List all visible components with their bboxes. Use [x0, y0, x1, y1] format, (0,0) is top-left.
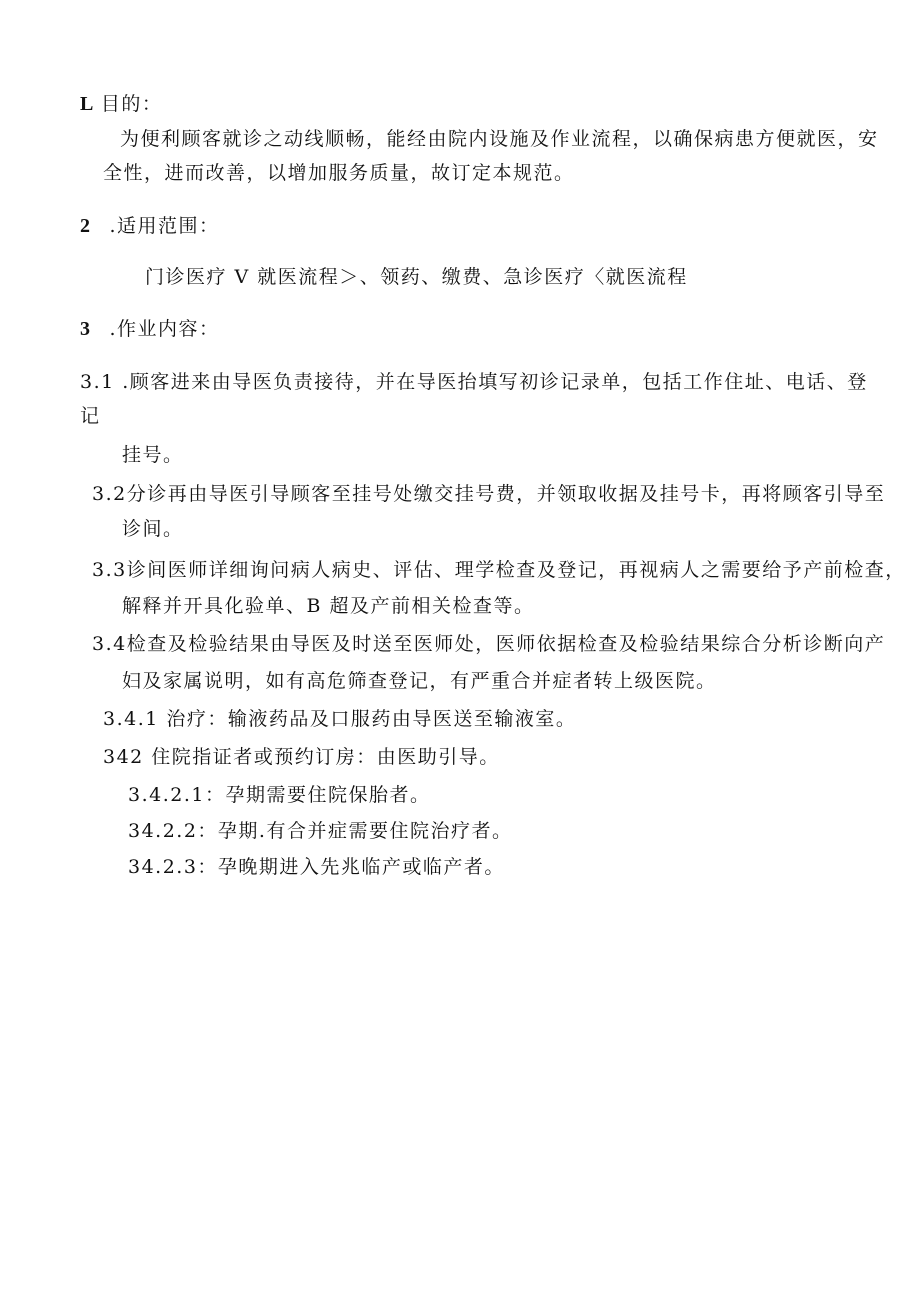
- list-item-line: 34.2.3：孕晚期进入先兆临产或临产者。: [128, 856, 505, 878]
- list-item-line: 记: [80, 405, 101, 427]
- list-item-line: 解释并开具化验单、B 超及产前相关检查等。: [122, 595, 535, 617]
- list-item-line: 3.2分诊再由导医引导顾客至挂号处缴交挂号费，并领取收据及挂号卡，再将顾客引导至: [92, 483, 886, 505]
- list-item-line: 3.4检查及检验结果由导医及时送至医师处，医师依据检查及检验结果综合分析诊断向产: [92, 633, 886, 655]
- paragraph-line: 全性，进而改善，以增加服务质量，故订定本规范。: [103, 162, 575, 184]
- list-item-line: 3.4.1 治疗：输液药品及口服药由导医送至输液室。: [103, 708, 577, 730]
- list-item-line: 3.1 .顾客进来由导医负责接待，并在导医抬填写初诊记录单，包括工作住址、电话、登: [80, 371, 868, 393]
- list-item-line: 3.4.2.1：孕期需要住院保胎者。: [128, 784, 431, 806]
- section-number: 2: [80, 215, 92, 237]
- list-item-line: 342 住院指证者或预约订房：由医助引导。: [103, 746, 500, 768]
- section-heading-scope: [80, 214, 220, 238]
- section-title: .作业内容：: [109, 318, 220, 340]
- section-title: 目的：: [100, 93, 163, 115]
- list-item-line: 妇及家属说明，如有高危筛查登记，有严重合并症者转上级医院。: [122, 670, 717, 692]
- section-number: L: [80, 93, 95, 115]
- section-heading-procedure: [80, 317, 220, 341]
- paragraph-line: 门诊医疗 V 就医流程＞、领药、缴费、急诊医疗〈就医流程: [145, 266, 688, 288]
- section-heading-purpose: [80, 92, 162, 116]
- list-item-line: 3.3诊间医师详细询问病人病史、评估、理学检查及登记，再视病人之需要给予产前检查，: [92, 559, 906, 581]
- list-item-line: 挂号。: [122, 444, 184, 466]
- paragraph-line: 为便利顾客就诊之动线顺畅，能经由院内设施及作业流程，以确保病患方便就医，安: [120, 128, 879, 150]
- list-item-line: 诊间。: [122, 518, 184, 540]
- list-item-line: 34.2.2：孕期.有合并症需要住院治疗者。: [128, 820, 513, 842]
- section-title: .适用范围：: [109, 215, 220, 237]
- section-number: 3: [80, 318, 92, 340]
